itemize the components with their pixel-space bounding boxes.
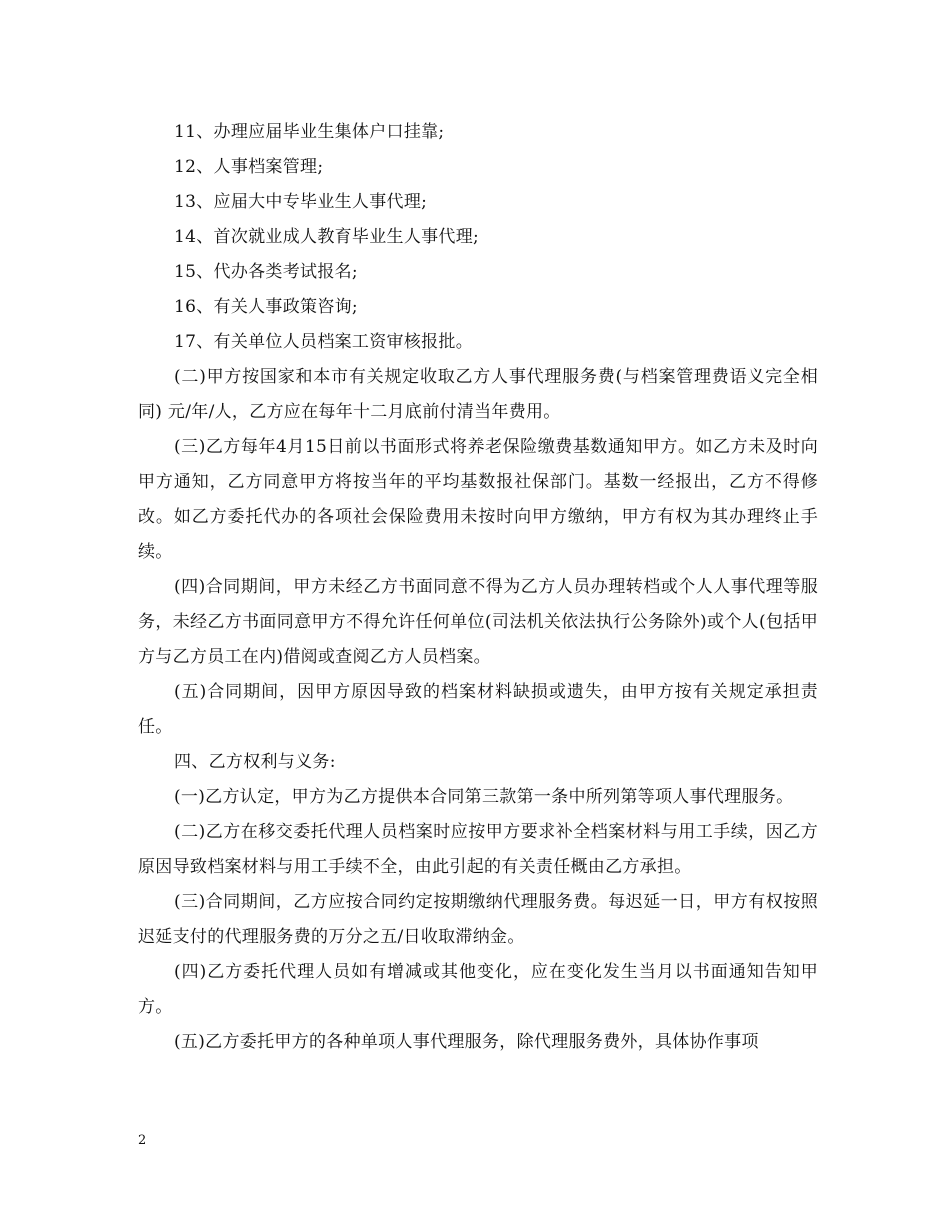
paragraph-item-17: 17、有关单位人员档案工资审核报批。 xyxy=(174,332,474,352)
paragraph-section-4-5: (五)乙方委托甲方的各种单项人事代理服务，除代理服务费外，具体协作事项 xyxy=(174,1032,759,1052)
document-body xyxy=(138,115,818,1060)
paragraph-section-4-3: (三)合同期间，乙方应按合同约定按期缴纳代理服务费。每迟延一日，甲方有权按照迟延支付的代理服务费的万分之五/日收取滞纳金。 xyxy=(138,892,818,947)
paragraph-item-12: 12、人事档案管理; xyxy=(174,157,324,177)
section-heading-4: 四、乙方权利与义务: xyxy=(174,752,336,772)
page-number: 2 xyxy=(138,1133,147,1148)
paragraph-item-14: 14、首次就业成人教育毕业生人事代理; xyxy=(174,227,480,247)
paragraph-section-4-2: (二)乙方在移交委托代理人员档案时应按甲方要求补全档案材料与用工手续，因乙方原因导致档案材料与用工手续不全，由此引起的有关责任概由乙方承担。 xyxy=(138,822,818,877)
paragraph-section-4-4: (四)乙方委托代理人员如有增减或其他变化，应在变化发生当月以书面通知告知甲方。 xyxy=(138,962,818,1017)
paragraph-item-11: 11、办理应届毕业生集体户口挂靠; xyxy=(174,122,445,142)
paragraph-item-15: 15、代办各类考试报名; xyxy=(174,262,358,282)
paragraph-section-4-1: (一)乙方认定，甲方为乙方提供本合同第三款第一条中所列第等项人事代理服务。 xyxy=(174,787,794,807)
paragraph-section-3-5-liability: (五)合同期间，因甲方原因导致的档案材料缺损或遗失，由甲方按有关规定承担责任。 xyxy=(138,682,818,737)
paragraph-section-3-2-fee: (二)甲方按国家和本市有关规定收取乙方人事代理服务费(与档案管理费语义完全相同) 元/年/人，乙方应在每年十二月底前付清当年费用。 xyxy=(138,367,818,422)
paragraph-item-13: 13、应届大中专毕业生人事代理; xyxy=(174,192,428,212)
paragraph-item-16: 16、有关人事政策咨询; xyxy=(174,297,358,317)
paragraph-section-3-3-insurance: (三)乙方每年4月15日前以书面形式将养老保险缴费基数通知甲方。如乙方未及时向甲方通知，乙方同意甲方将按当年的平均基数报社保部门。基数一经报出，乙方不得修改。如乙方委托代办的各项社会保险费用未按时向甲方缴纳，甲方有权为其办理终止手续。 xyxy=(138,437,818,562)
paragraph-section-3-4-confidentiality: (四)合同期间，甲方未经乙方书面同意不得为乙方人员办理转档或个人人事代理等服务，未经乙方书面同意甲方不得允许任何单位(司法机关依法执行公务除外)或个人(包括甲方与乙方员工在内)借阅或查阅乙方人员档案。 xyxy=(138,577,818,667)
